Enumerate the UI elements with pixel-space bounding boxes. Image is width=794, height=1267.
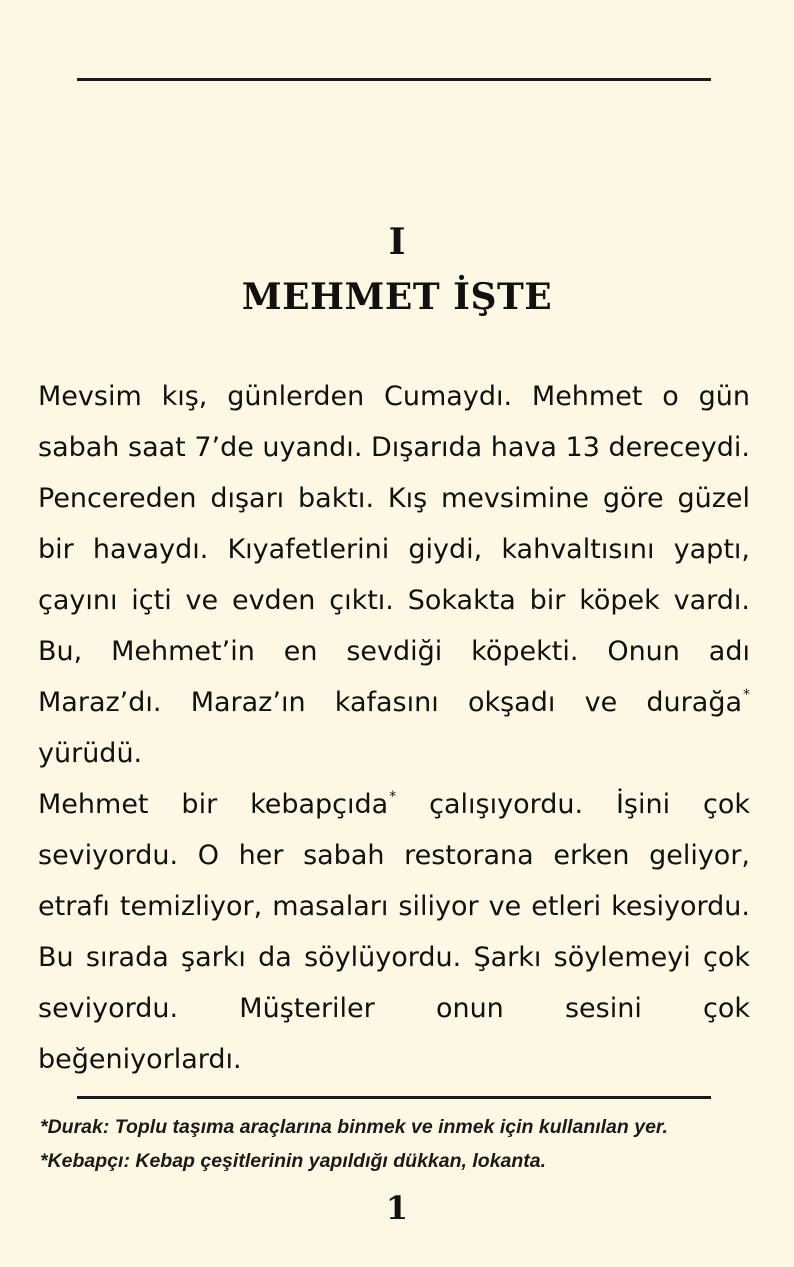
paragraph-text: yürüdü. (38, 738, 143, 769)
chapter-number: I (388, 221, 406, 263)
footnote-marker: * (389, 789, 397, 805)
footnote-kebapci: *Kebapçı: Kebap çeşitlerinin yapıldığı dükkan, lokanta. (40, 1150, 547, 1172)
top-divider (77, 78, 711, 81)
footnote-divider (77, 1096, 711, 1099)
paragraph-text: çalışıyordu. İşini çok seviyordu. O her sabah restorana erken geliyor, etrafı temizliyor, masaları siliyor ve etleri kesiyordu. Bu sırada şarkı da söylüyordu. Şarkı söylemeyi çok seviyordu. Müşteriler onun sesini çok beğeniyorlardı. (38, 789, 751, 1075)
paragraph-text: Mehmet bir kebapçıda (38, 789, 389, 820)
footnote-marker: * (743, 687, 750, 703)
paragraph-text: Mevsim kış, günlerden Cumaydı. Mehmet o gün sabah saat 7’de uyandı. Dışarıda hava 13 dereceydi. Pencereden dışarı baktı. Kış mevsimine göre güzel bir havaydı. Kıyafetlerini giydi, kahvaltısını yaptı, çayını içti ve evden çıktı. Sokakta bir köpek vardı. Bu, Mehmet’in en sevdiği köpekti. Onun adı Maraz’dı. Maraz’ın kafasını okşadı ve durağa (38, 381, 750, 718)
page-number: 1 (385, 1189, 409, 1227)
paragraph (38, 371, 750, 779)
story-body (38, 371, 750, 1085)
chapter-title: MEHMET İŞTE (241, 276, 553, 318)
footnote-durak: *Durak: Toplu taşıma araçlarına binmek ve inmek için kullanılan yer. (40, 1116, 668, 1138)
paragraph (38, 779, 750, 1085)
footnotes (40, 1110, 760, 1178)
